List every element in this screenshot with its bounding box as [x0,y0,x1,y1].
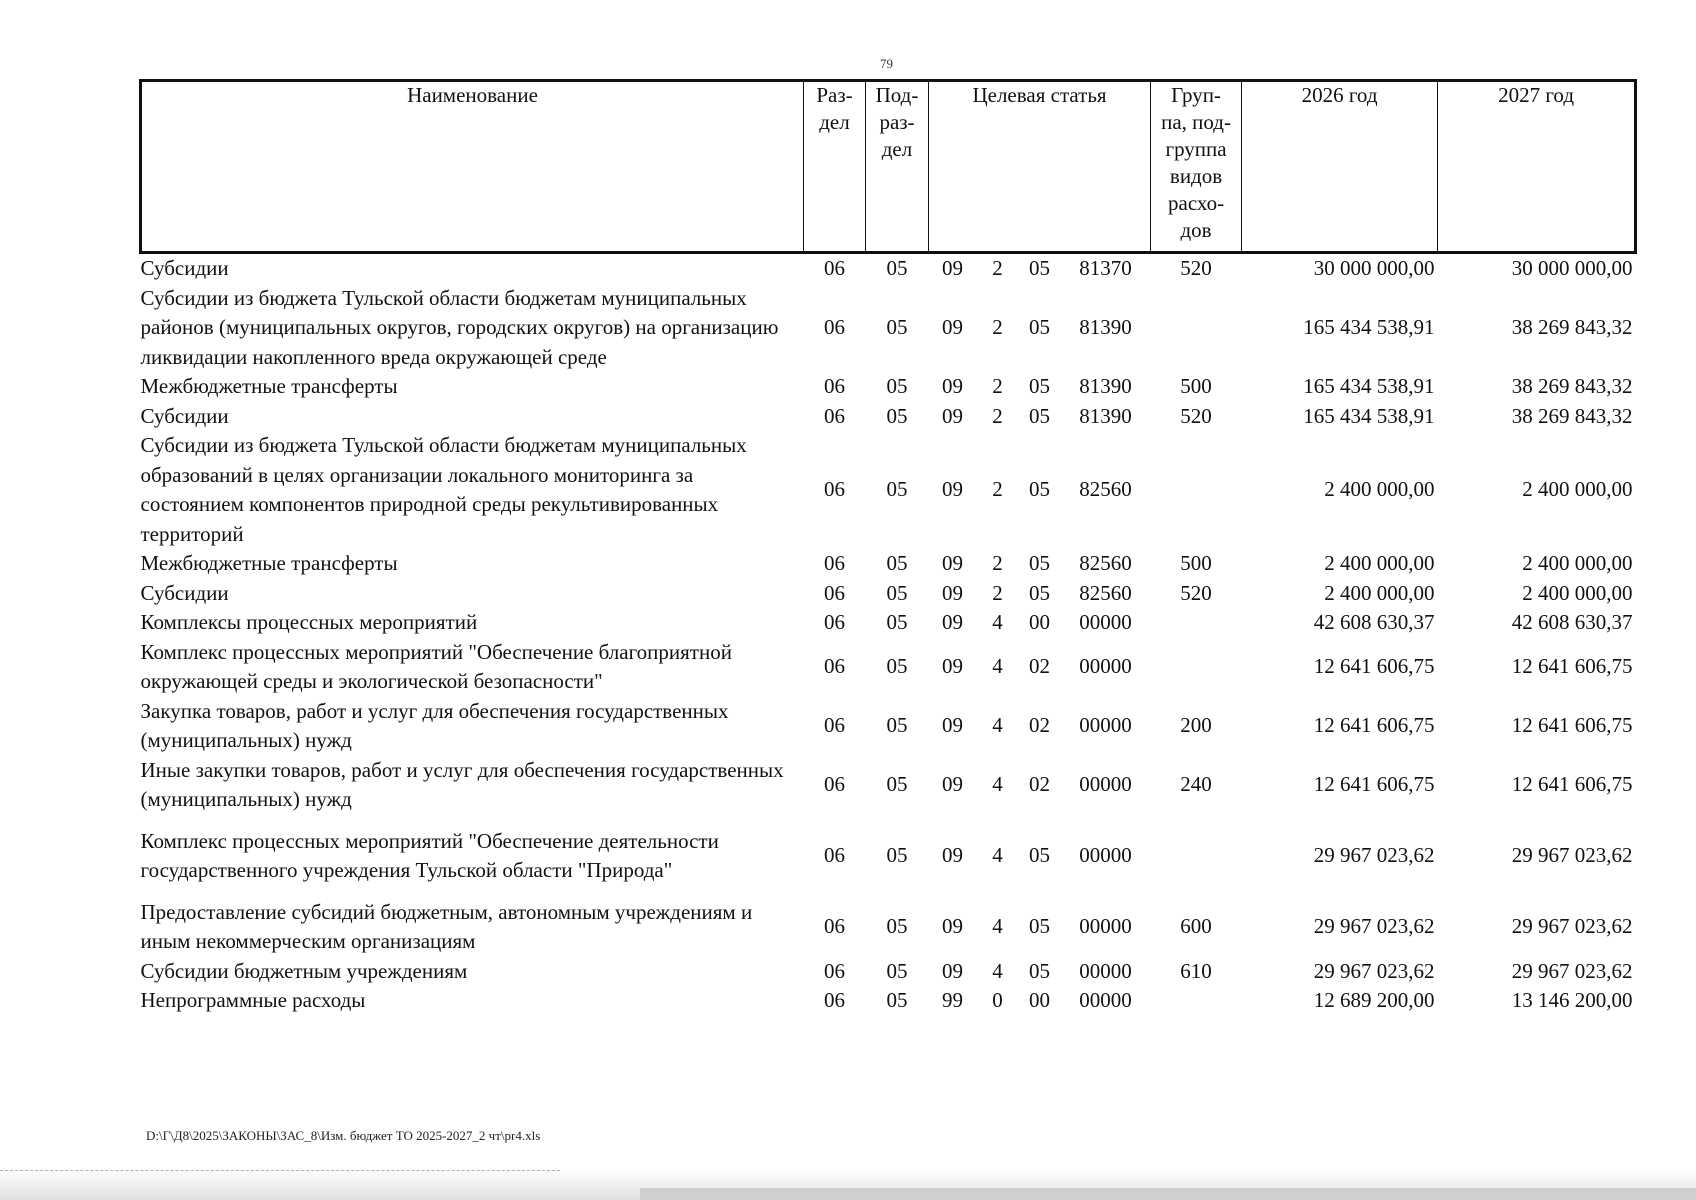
cell-amount-2027: 29 967 023,62 [1511,958,1633,983]
cell-target-type: 4 [992,654,1003,679]
cell-target-direction: 00000 [1079,654,1132,679]
cell-target-program: 09 [942,477,963,502]
cell-podrazdel: 05 [886,610,908,634]
table-row [141,608,1636,638]
cell-amount-2027: 2 400 000,00 [1522,551,1633,575]
header-podrazdel: Под- раз- дел [866,81,929,253]
table-row [141,815,1636,886]
cell-podrazdel: 05 [886,713,908,738]
table-body [141,253,1636,1016]
table-row [141,372,1636,402]
cell-expense-group: 500 [1180,374,1212,398]
cell-target-subprogram: 00 [1029,988,1050,1012]
cell-amount-2026: 165 434 538,91 [1303,374,1435,398]
cell-target-program: 09 [942,914,963,939]
cell-target-subprogram: 05 [1029,843,1050,868]
cell-podrazdel: 05 [886,315,908,339]
cell-target-type: 2 [992,256,1003,280]
cell-target-direction: 00000 [1079,610,1132,634]
scan-shadow-bar [640,1188,1696,1200]
cell-expense-group [1151,638,1242,697]
table-row [141,638,1636,697]
cell-target-direction: 81370 [1079,256,1132,280]
cell-razdel: 06 [824,988,845,1012]
cell-razdel: 06 [824,551,845,575]
cell-target-program: 09 [942,551,963,575]
cell-amount-2026: 12 689 200,00 [1313,988,1435,1012]
cell-target-direction: 00000 [1079,843,1132,868]
cell-name: Субсидии из бюджета Тульской области бюджетам муниципальных районов (муниципальных округов, городских округов) на организацию ликвидации накопленного вреда окружающей среде [140,285,779,369]
cell-target-direction: 81390 [1079,315,1132,339]
cell-name: Субсидии [140,256,229,280]
cell-target-type: 2 [992,477,1003,502]
cell-razdel: 06 [824,580,845,605]
cell-razdel: 06 [824,610,845,634]
table-row [141,431,1636,549]
table-row [141,579,1636,609]
cell-target-program: 09 [942,610,963,634]
cell-expense-group: 610 [1180,958,1212,983]
cell-target-type: 2 [992,374,1003,398]
cell-target-subprogram: 05 [1029,580,1050,605]
cell-amount-2026: 12 641 606,75 [1313,713,1435,738]
cell-name: Комплекс процессных мероприятий "Обеспечение деятельности государственного учреждения Тульской области "Природа" [140,828,719,882]
cell-expense-group: 520 [1180,403,1212,428]
cell-amount-2027: 38 269 843,32 [1511,374,1633,398]
header-razdel: Раз- дел [804,81,866,253]
header-expense-group: Груп- па, под- группа видов расхо- дов [1151,81,1242,253]
cell-razdel: 06 [824,843,845,868]
cell-amount-2026: 29 967 023,62 [1313,958,1435,983]
cell-amount-2027: 2 400 000,00 [1522,580,1633,605]
cell-podrazdel: 05 [886,914,908,939]
cell-amount-2027: 30 000 000,00 [1511,256,1633,280]
cell-podrazdel: 05 [886,374,908,398]
cell-amount-2026: 2 400 000,00 [1324,551,1435,575]
table-row [141,697,1636,756]
cell-razdel: 06 [824,374,845,398]
header-name: Наименование [407,83,538,107]
cell-target-direction: 00000 [1079,988,1132,1012]
cell-amount-2026: 12 641 606,75 [1313,654,1435,679]
cell-target-type: 2 [992,403,1003,428]
cell-target-type: 4 [992,713,1003,738]
cell-amount-2026: 2 400 000,00 [1324,580,1435,605]
cell-name: Закупка товаров, работ и услуг для обеспечения государственных (муниципальных) нужд [140,698,729,752]
cell-amount-2027: 12 641 606,75 [1511,713,1633,738]
cell-expense-group: 500 [1180,551,1212,575]
cell-target-subprogram: 05 [1029,374,1050,398]
cell-podrazdel: 05 [886,843,908,868]
cell-amount-2027: 29 967 023,62 [1511,843,1633,868]
cell-target-subprogram: 05 [1029,958,1050,983]
cell-target-program: 09 [942,772,963,797]
cell-name: Субсидии бюджетным учреждениям [140,958,468,983]
cell-podrazdel: 05 [886,580,908,605]
cell-target-type: 2 [992,580,1003,605]
scan-dash-line [0,1170,560,1171]
cell-target-program: 09 [942,654,963,679]
cell-target-type: 4 [992,914,1003,939]
cell-expense-group [1151,608,1242,638]
cell-razdel: 06 [824,315,845,339]
cell-razdel: 06 [824,403,845,428]
cell-amount-2026: 2 400 000,00 [1324,477,1435,502]
header-target-article: Целевая статья [929,81,1151,253]
cell-podrazdel: 05 [886,256,908,280]
cell-target-direction: 00000 [1079,914,1132,939]
budget-table [139,79,1637,1016]
cell-expense-group: 200 [1180,713,1212,738]
table-row [141,549,1636,579]
header-year-2026: 2026 год [1242,81,1438,253]
cell-razdel: 06 [824,958,845,983]
cell-razdel: 06 [824,654,845,679]
cell-amount-2027: 38 269 843,32 [1511,403,1633,428]
cell-amount-2026: 29 967 023,62 [1313,843,1435,868]
cell-target-program: 09 [942,256,963,280]
cell-target-subprogram: 02 [1029,713,1050,738]
cell-podrazdel: 05 [886,477,908,502]
page-number: 79 [880,56,893,71]
cell-amount-2026: 29 967 023,62 [1313,914,1435,939]
cell-target-program: 09 [942,843,963,868]
cell-target-program: 09 [942,958,963,983]
cell-podrazdel: 05 [886,551,908,575]
cell-target-direction: 81390 [1079,403,1132,428]
cell-podrazdel: 05 [886,958,908,983]
cell-expense-group [1151,815,1242,886]
cell-target-program: 99 [942,988,963,1012]
cell-target-type: 2 [992,315,1003,339]
cell-target-type: 4 [992,958,1003,983]
cell-amount-2027: 29 967 023,62 [1511,914,1633,939]
cell-amount-2026: 165 434 538,91 [1303,315,1435,339]
cell-amount-2026: 165 434 538,91 [1303,403,1435,428]
cell-target-subprogram: 05 [1029,477,1050,502]
cell-name: Комплексы процессных мероприятий [140,610,478,634]
cell-target-subprogram: 05 [1029,403,1050,428]
cell-expense-group: 520 [1180,580,1212,605]
cell-amount-2027: 12 641 606,75 [1511,654,1633,679]
cell-expense-group: 600 [1180,914,1212,939]
cell-name: Непрограммные расходы [140,988,366,1012]
cell-amount-2027: 2 400 000,00 [1522,477,1633,502]
table-row [141,957,1636,987]
table-row [141,756,1636,815]
cell-razdel: 06 [824,914,845,939]
table-row [141,986,1636,1016]
cell-podrazdel: 05 [886,772,908,797]
cell-target-type: 4 [992,610,1003,634]
cell-name: Межбюджетные трансферты [140,374,398,398]
cell-name: Субсидии из бюджета Тульской области бюджетам муниципальных образований в целях организации локального мониторинга за состоянием компонентов природной среды рекультивированных территорий [140,433,747,546]
cell-target-direction: 81390 [1079,374,1132,398]
cell-target-type: 0 [992,988,1003,1012]
table-row [141,402,1636,432]
cell-target-program: 09 [942,315,963,339]
cell-target-program: 09 [942,580,963,605]
cell-expense-group: 240 [1180,772,1212,797]
cell-target-type: 4 [992,772,1003,797]
cell-target-subprogram: 05 [1029,315,1050,339]
table-row [141,886,1636,957]
cell-podrazdel: 05 [886,988,908,1012]
cell-amount-2027: 42 608 630,37 [1511,610,1633,634]
cell-target-program: 09 [942,713,963,738]
cell-amount-2027: 12 641 606,75 [1511,772,1633,797]
cell-target-type: 2 [992,551,1003,575]
table-row [141,284,1636,373]
cell-amount-2027: 38 269 843,32 [1511,315,1633,339]
cell-name: Иные закупки товаров, работ и услуг для обеспечения государственных (муниципальных) нужд [140,757,784,811]
cell-podrazdel: 05 [886,654,908,679]
cell-razdel: 06 [824,477,845,502]
cell-target-program: 09 [942,374,963,398]
cell-expense-group [1151,431,1242,549]
footer-file-path: D:\Г\Д8\2025\ЗАКОНЫ\ЗАС_8\Изм. бюджет ТО 2025-2027_2 чт\pr4.xls [146,1128,541,1143]
cell-target-type: 4 [992,843,1003,868]
header-year-2027: 2027 год [1438,81,1636,253]
cell-amount-2027: 13 146 200,00 [1511,988,1633,1012]
cell-target-subprogram: 02 [1029,654,1050,679]
cell-amount-2026: 42 608 630,37 [1313,610,1435,634]
cell-name: Предоставление субсидий бюджетным, автономным учреждениям и иным некоммерческим организациям [140,899,753,953]
cell-name: Субсидии [140,580,229,605]
cell-target-subprogram: 05 [1029,914,1050,939]
cell-target-subprogram: 05 [1029,256,1050,280]
cell-razdel: 06 [824,713,845,738]
cell-podrazdel: 05 [886,403,908,428]
cell-name: Межбюджетные трансферты [140,551,398,575]
cell-amount-2026: 12 641 606,75 [1313,772,1435,797]
cell-target-subprogram: 05 [1029,551,1050,575]
cell-target-direction: 82560 [1079,477,1132,502]
cell-expense-group: 520 [1180,256,1212,280]
cell-target-direction: 82560 [1079,551,1132,575]
cell-razdel: 06 [824,256,845,280]
cell-target-direction: 00000 [1079,772,1132,797]
cell-expense-group [1151,284,1242,373]
scan-edge [0,1168,1696,1200]
cell-target-direction: 00000 [1079,958,1132,983]
cell-target-subprogram: 00 [1029,610,1050,634]
cell-target-direction: 82560 [1079,580,1132,605]
cell-name: Субсидии [140,403,229,428]
cell-razdel: 06 [824,772,845,797]
cell-target-direction: 00000 [1079,713,1132,738]
cell-target-subprogram: 02 [1029,772,1050,797]
cell-expense-group [1151,986,1242,1016]
table-header [141,81,1636,253]
cell-target-program: 09 [942,403,963,428]
cell-amount-2026: 30 000 000,00 [1313,256,1435,280]
table-row [141,253,1636,284]
cell-name: Комплекс процессных мероприятий "Обеспечение благоприятной окружающей среды и экологической безопасности" [140,639,732,693]
